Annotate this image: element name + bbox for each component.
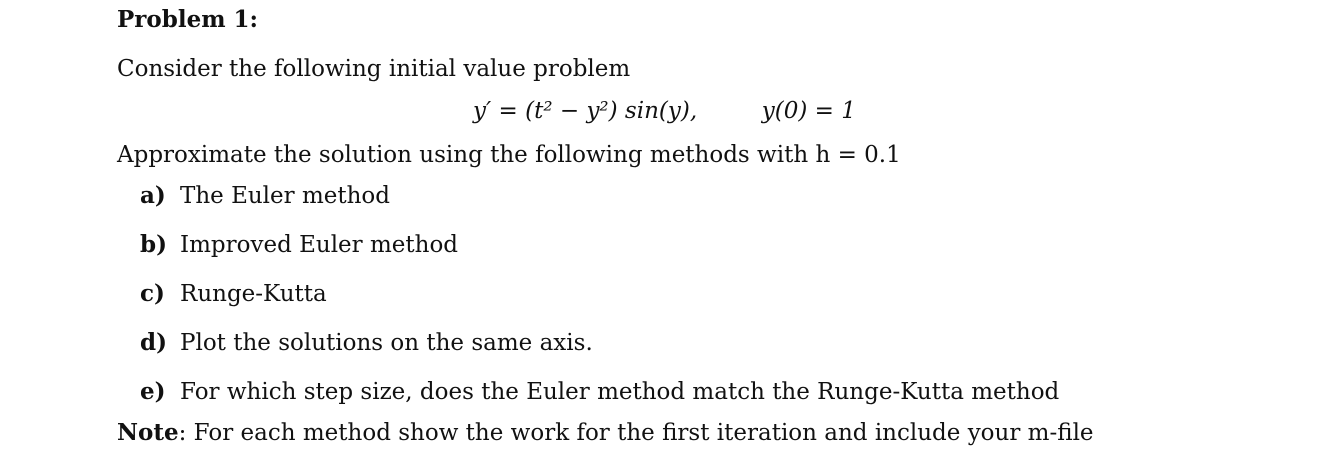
item-text: The Euler method — [180, 183, 390, 209]
initial-condition: y(0) = 1 — [761, 98, 856, 124]
item-text: Improved Euler method — [180, 232, 459, 258]
list-item — [140, 329, 593, 357]
note-label: Note — [117, 419, 179, 446]
item-label: c) — [140, 280, 165, 307]
item-text: For which step size, does the Euler method match the Runge-Kutta method — [180, 379, 1060, 405]
problem-intro: Consider the following initial value problem — [117, 56, 631, 82]
list-item — [140, 280, 327, 308]
note-text: : For each method show the work for the first iteration and include your m-file — [178, 420, 1094, 446]
problem-instruction: Approximate the solution using the following methods with h = 0.1 — [117, 142, 901, 168]
list-item — [140, 378, 1059, 406]
problem-note — [117, 419, 1094, 447]
problem-title: Problem 1: — [117, 6, 259, 33]
list-item — [140, 231, 458, 259]
item-label: e) — [140, 378, 166, 405]
item-label: d) — [140, 329, 167, 356]
ode-equation — [473, 97, 856, 125]
ode-expression: y′ = (t² − y²) sin(y), — [473, 98, 698, 124]
item-text: Runge-Kutta — [180, 281, 327, 307]
item-text: Plot the solutions on the same axis. — [180, 330, 593, 356]
list-item — [140, 182, 390, 210]
item-label: a) — [140, 182, 166, 209]
item-label: b) — [140, 231, 167, 258]
